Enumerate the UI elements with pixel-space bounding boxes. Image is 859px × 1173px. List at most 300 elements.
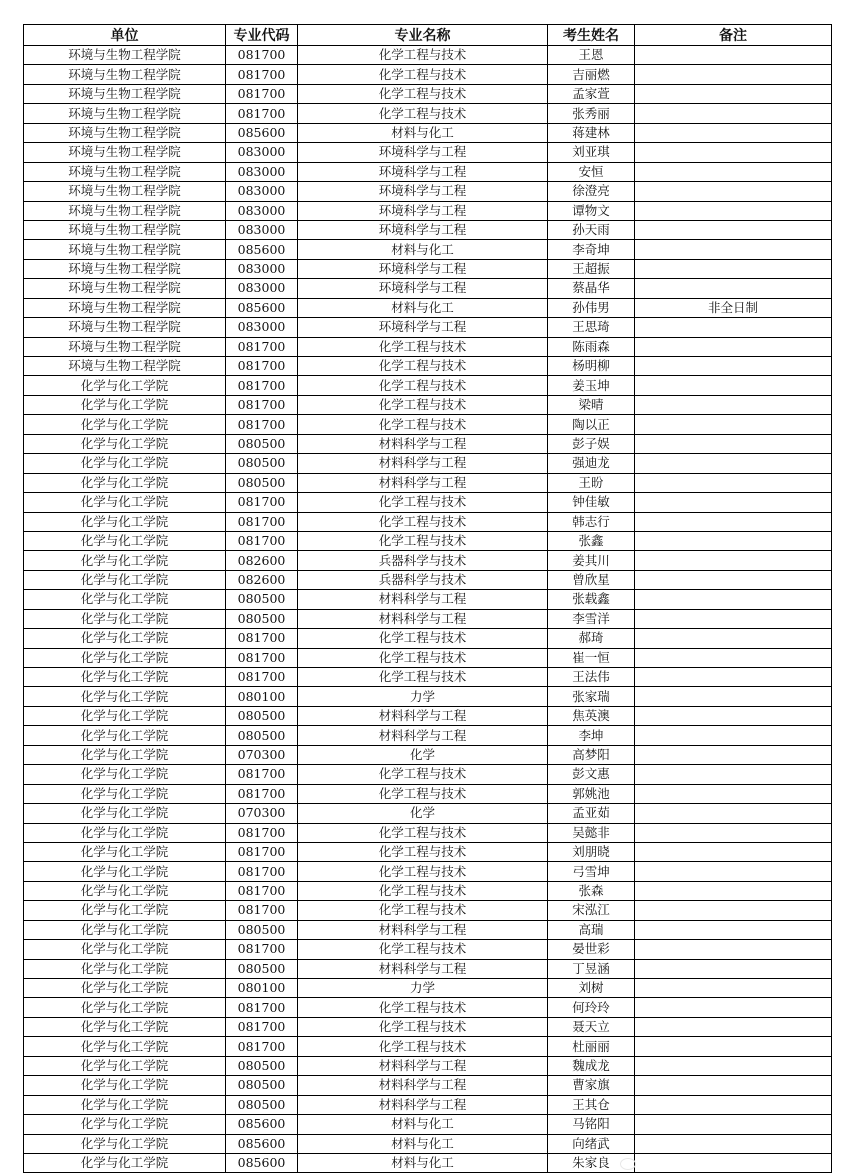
remarks-cell [635, 143, 832, 162]
remarks-cell [635, 609, 832, 628]
major-name-cell: 材料科学与工程 [298, 726, 548, 745]
table-row [24, 1095, 832, 1114]
remarks-cell [635, 629, 832, 648]
unit-cell: 化学与化工学院 [24, 629, 226, 648]
unit-cell: 化学与化工学院 [24, 784, 226, 803]
table-row [24, 668, 832, 687]
table-row [24, 765, 832, 784]
major-name-cell: 化学工程与技术 [298, 901, 548, 920]
student-name-cell: 高瑞 [548, 920, 635, 939]
major-name-cell: 化学工程与技术 [298, 512, 548, 531]
major-name-cell: 化学工程与技术 [298, 998, 548, 1017]
student-name-cell: 孟亚茹 [548, 804, 635, 823]
remarks-cell [635, 65, 832, 84]
table-row [24, 531, 832, 550]
admission-table [23, 24, 832, 1173]
col-header-remarks: 备注 [635, 25, 832, 46]
major-code-cell: 081700 [226, 648, 298, 667]
major-name-cell: 材料科学与工程 [298, 1076, 548, 1095]
table-row [24, 1153, 832, 1172]
table-row [24, 454, 832, 473]
major-code-cell: 081700 [226, 998, 298, 1017]
student-name-cell: 李奇坤 [548, 240, 635, 259]
student-name-cell: 孙天雨 [548, 220, 635, 239]
major-name-cell: 化学工程与技术 [298, 842, 548, 861]
major-name-cell: 材料科学与工程 [298, 959, 548, 978]
major-name-cell: 材料科学与工程 [298, 920, 548, 939]
remarks-cell [635, 395, 832, 414]
remarks-cell [635, 201, 832, 220]
unit-cell: 化学与化工学院 [24, 998, 226, 1017]
major-code-cell: 081700 [226, 65, 298, 84]
unit-cell: 化学与化工学院 [24, 862, 226, 881]
remarks-cell [635, 862, 832, 881]
remarks-cell [635, 706, 832, 725]
major-code-cell: 081700 [226, 668, 298, 687]
major-code-cell: 083000 [226, 220, 298, 239]
unit-cell: 环境与生物工程学院 [24, 65, 226, 84]
major-code-cell: 083000 [226, 162, 298, 181]
student-name-cell: 朱家良 [548, 1153, 635, 1172]
student-name-cell: 孟家萱 [548, 84, 635, 103]
major-code-cell: 085600 [226, 240, 298, 259]
major-name-cell: 化学工程与技术 [298, 357, 548, 376]
major-name-cell: 兵器科学与技术 [298, 551, 548, 570]
unit-cell: 化学与化工学院 [24, 745, 226, 764]
major-code-cell: 080500 [226, 959, 298, 978]
unit-cell: 化学与化工学院 [24, 1017, 226, 1036]
student-name-cell: 王超振 [548, 259, 635, 278]
student-name-cell: 焦英澳 [548, 706, 635, 725]
major-code-cell: 081700 [226, 629, 298, 648]
major-code-cell: 081700 [226, 1037, 298, 1056]
remarks-cell [635, 454, 832, 473]
major-name-cell: 化学工程与技术 [298, 46, 548, 65]
student-name-cell: 谭物文 [548, 201, 635, 220]
major-code-cell: 082600 [226, 570, 298, 589]
unit-cell: 环境与生物工程学院 [24, 84, 226, 103]
remarks-cell [635, 687, 832, 706]
student-name-cell: 王思琦 [548, 318, 635, 337]
major-code-cell: 081700 [226, 395, 298, 414]
student-name-cell: 杨明柳 [548, 357, 635, 376]
remarks-cell [635, 1115, 832, 1134]
major-name-cell: 环境科学与工程 [298, 259, 548, 278]
student-name-cell: 孙伟男 [548, 298, 635, 317]
student-name-cell: 曾欣星 [548, 570, 635, 589]
remarks-cell [635, 84, 832, 103]
major-name-cell: 材料科学与工程 [298, 1056, 548, 1075]
student-name-cell: 聂天立 [548, 1017, 635, 1036]
remarks-cell [635, 1153, 832, 1172]
remarks-cell [635, 648, 832, 667]
remarks-cell [635, 901, 832, 920]
student-name-cell: 王昐 [548, 473, 635, 492]
student-name-cell: 吴懿非 [548, 823, 635, 842]
unit-cell: 环境与生物工程学院 [24, 337, 226, 356]
major-code-cell: 085600 [226, 1134, 298, 1153]
major-code-cell: 080500 [226, 1056, 298, 1075]
student-name-cell: 张载鑫 [548, 590, 635, 609]
unit-cell: 化学与化工学院 [24, 706, 226, 725]
table-row [24, 551, 832, 570]
unit-cell: 环境与生物工程学院 [24, 240, 226, 259]
major-name-cell: 环境科学与工程 [298, 182, 548, 201]
table-row [24, 862, 832, 881]
table-row [24, 706, 832, 725]
major-code-cell: 083000 [226, 318, 298, 337]
unit-cell: 环境与生物工程学院 [24, 259, 226, 278]
table-row [24, 804, 832, 823]
unit-cell: 环境与生物工程学院 [24, 162, 226, 181]
col-header-unit: 单位 [24, 25, 226, 46]
major-code-cell: 080500 [226, 454, 298, 473]
unit-cell: 化学与化工学院 [24, 1134, 226, 1153]
unit-cell: 化学与化工学院 [24, 570, 226, 589]
major-code-cell: 080500 [226, 920, 298, 939]
major-code-cell: 080500 [226, 473, 298, 492]
unit-cell: 化学与化工学院 [24, 1153, 226, 1172]
major-code-cell: 081700 [226, 823, 298, 842]
unit-cell: 化学与化工学院 [24, 609, 226, 628]
remarks-cell [635, 940, 832, 959]
student-name-cell: 彭子娱 [548, 434, 635, 453]
remarks-cell [635, 357, 832, 376]
table-row [24, 959, 832, 978]
unit-cell: 化学与化工学院 [24, 1076, 226, 1095]
major-name-cell: 化学工程与技术 [298, 493, 548, 512]
unit-cell: 环境与生物工程学院 [24, 143, 226, 162]
unit-cell: 环境与生物工程学院 [24, 123, 226, 142]
col-header-major-code: 专业代码 [226, 25, 298, 46]
major-name-cell: 化学工程与技术 [298, 784, 548, 803]
table-row [24, 881, 832, 900]
student-name-cell: 彭文惠 [548, 765, 635, 784]
student-name-cell: 吉丽燃 [548, 65, 635, 84]
major-name-cell: 力学 [298, 979, 548, 998]
major-code-cell: 080500 [226, 609, 298, 628]
table-row [24, 1037, 832, 1056]
table-row [24, 143, 832, 162]
student-name-cell: 姜其川 [548, 551, 635, 570]
major-code-cell: 081700 [226, 46, 298, 65]
unit-cell: 化学与化工学院 [24, 493, 226, 512]
major-name-cell: 材料与化工 [298, 1153, 548, 1172]
table-row [24, 590, 832, 609]
table-row [24, 726, 832, 745]
major-name-cell: 兵器科学与技术 [298, 570, 548, 589]
student-name-cell: 向绪武 [548, 1134, 635, 1153]
unit-cell: 化学与化工学院 [24, 590, 226, 609]
table-row [24, 570, 832, 589]
major-name-cell: 化学工程与技术 [298, 531, 548, 550]
major-code-cell: 081700 [226, 493, 298, 512]
unit-cell: 环境与生物工程学院 [24, 220, 226, 239]
table-row [24, 279, 832, 298]
major-code-cell: 081700 [226, 337, 298, 356]
unit-cell: 化学与化工学院 [24, 512, 226, 531]
table-row [24, 648, 832, 667]
table-row [24, 162, 832, 181]
major-code-cell: 081700 [226, 862, 298, 881]
table-row [24, 337, 832, 356]
major-code-cell: 081700 [226, 531, 298, 550]
student-name-cell: 蔡晶华 [548, 279, 635, 298]
remarks-cell [635, 1134, 832, 1153]
major-code-cell: 080100 [226, 979, 298, 998]
header-row [24, 25, 832, 46]
student-name-cell: 王法伟 [548, 668, 635, 687]
major-code-cell: 083000 [226, 201, 298, 220]
unit-cell: 化学与化工学院 [24, 454, 226, 473]
major-code-cell: 080500 [226, 1076, 298, 1095]
major-name-cell: 材料与化工 [298, 1115, 548, 1134]
remarks-cell [635, 473, 832, 492]
major-code-cell: 085600 [226, 123, 298, 142]
remarks-cell [635, 531, 832, 550]
student-name-cell: 王其仓 [548, 1095, 635, 1114]
table-row [24, 318, 832, 337]
table-row [24, 1017, 832, 1036]
major-code-cell: 081700 [226, 1017, 298, 1036]
student-name-cell: 强迪龙 [548, 454, 635, 473]
unit-cell: 化学与化工学院 [24, 959, 226, 978]
unit-cell: 环境与生物工程学院 [24, 201, 226, 220]
unit-cell: 化学与化工学院 [24, 395, 226, 414]
table-row [24, 512, 832, 531]
table-row [24, 376, 832, 395]
table-row [24, 493, 832, 512]
table-row [24, 65, 832, 84]
remarks-cell [635, 46, 832, 65]
student-name-cell: 陈雨森 [548, 337, 635, 356]
student-name-cell: 刘树 [548, 979, 635, 998]
major-name-cell: 化学工程与技术 [298, 629, 548, 648]
table-row [24, 240, 832, 259]
table-row [24, 201, 832, 220]
student-name-cell: 刘朋晓 [548, 842, 635, 861]
major-name-cell: 环境科学与工程 [298, 162, 548, 181]
major-name-cell: 环境科学与工程 [298, 279, 548, 298]
remarks-cell [635, 784, 832, 803]
major-name-cell: 材料科学与工程 [298, 454, 548, 473]
unit-cell: 化学与化工学院 [24, 531, 226, 550]
watermark-circle-icon [620, 1158, 636, 1170]
major-name-cell: 化学 [298, 745, 548, 764]
unit-cell: 化学与化工学院 [24, 901, 226, 920]
unit-cell: 化学与化工学院 [24, 920, 226, 939]
major-name-cell: 化学工程与技术 [298, 668, 548, 687]
major-code-cell: 080500 [226, 726, 298, 745]
major-code-cell: 080500 [226, 1095, 298, 1114]
remarks-cell [635, 493, 832, 512]
major-code-cell: 081700 [226, 784, 298, 803]
remarks-cell [635, 842, 832, 861]
remarks-cell [635, 1037, 832, 1056]
table-row [24, 979, 832, 998]
student-name-cell: 钟佳敏 [548, 493, 635, 512]
unit-cell: 化学与化工学院 [24, 1095, 226, 1114]
remarks-cell [635, 590, 832, 609]
unit-cell: 环境与生物工程学院 [24, 182, 226, 201]
remarks-cell [635, 1076, 832, 1095]
unit-cell: 化学与化工学院 [24, 1037, 226, 1056]
major-code-cell: 081700 [226, 765, 298, 784]
major-name-cell: 材料与化工 [298, 298, 548, 317]
student-name-cell: 张秀丽 [548, 104, 635, 123]
table-row [24, 104, 832, 123]
remarks-cell [635, 881, 832, 900]
student-name-cell: 王恩 [548, 46, 635, 65]
major-name-cell: 材料科学与工程 [298, 609, 548, 628]
remarks-cell [635, 551, 832, 570]
major-name-cell: 力学 [298, 687, 548, 706]
unit-cell: 环境与生物工程学院 [24, 279, 226, 298]
major-code-cell: 081700 [226, 415, 298, 434]
table-row [24, 823, 832, 842]
table-row [24, 298, 832, 317]
student-name-cell: 马铭阳 [548, 1115, 635, 1134]
student-name-cell: 梁晴 [548, 395, 635, 414]
unit-cell: 化学与化工学院 [24, 842, 226, 861]
table-row [24, 123, 832, 142]
table-row [24, 998, 832, 1017]
major-name-cell: 材料与化工 [298, 123, 548, 142]
remarks-cell [635, 1095, 832, 1114]
remarks-cell [635, 920, 832, 939]
unit-cell: 化学与化工学院 [24, 1056, 226, 1075]
table-row [24, 1115, 832, 1134]
major-code-cell: 080500 [226, 590, 298, 609]
remarks-cell [635, 415, 832, 434]
major-name-cell: 化学工程与技术 [298, 84, 548, 103]
unit-cell: 化学与化工学院 [24, 687, 226, 706]
student-name-cell: 郭姚池 [548, 784, 635, 803]
unit-cell: 化学与化工学院 [24, 823, 226, 842]
table-row [24, 84, 832, 103]
remarks-cell [635, 726, 832, 745]
table-row [24, 629, 832, 648]
major-name-cell: 化学工程与技术 [298, 1037, 548, 1056]
remarks-cell: 非全日制 [635, 298, 832, 317]
unit-cell: 化学与化工学院 [24, 881, 226, 900]
major-code-cell: 081700 [226, 357, 298, 376]
major-name-cell: 环境科学与工程 [298, 220, 548, 239]
major-code-cell: 081700 [226, 84, 298, 103]
major-name-cell: 化学工程与技术 [298, 1017, 548, 1036]
student-name-cell: 晏世彩 [548, 940, 635, 959]
table-row [24, 415, 832, 434]
remarks-cell [635, 512, 832, 531]
col-header-major-name: 专业名称 [298, 25, 548, 46]
student-name-cell: 蒋建林 [548, 123, 635, 142]
major-name-cell: 材料科学与工程 [298, 434, 548, 453]
major-name-cell: 化学工程与技术 [298, 376, 548, 395]
table-row [24, 1076, 832, 1095]
table-row [24, 357, 832, 376]
remarks-cell [635, 745, 832, 764]
table-row [24, 395, 832, 414]
major-name-cell: 化学工程与技术 [298, 862, 548, 881]
student-name-cell: 崔一恒 [548, 648, 635, 667]
remarks-cell [635, 279, 832, 298]
major-name-cell: 环境科学与工程 [298, 318, 548, 337]
student-name-cell: 安恒 [548, 162, 635, 181]
major-name-cell: 材料科学与工程 [298, 706, 548, 725]
remarks-cell [635, 570, 832, 589]
remarks-cell [635, 376, 832, 395]
major-code-cell: 081700 [226, 881, 298, 900]
major-code-cell: 085600 [226, 298, 298, 317]
remarks-cell [635, 1017, 832, 1036]
major-name-cell: 材料科学与工程 [298, 1095, 548, 1114]
major-name-cell: 环境科学与工程 [298, 143, 548, 162]
table-row [24, 940, 832, 959]
major-code-cell: 083000 [226, 259, 298, 278]
major-name-cell: 材料科学与工程 [298, 590, 548, 609]
unit-cell: 化学与化工学院 [24, 551, 226, 570]
student-name-cell: 丁昱涵 [548, 959, 635, 978]
major-code-cell: 080100 [226, 687, 298, 706]
major-code-cell: 083000 [226, 279, 298, 298]
student-name-cell: 何玲玲 [548, 998, 635, 1017]
major-code-cell: 080500 [226, 706, 298, 725]
unit-cell: 环境与生物工程学院 [24, 318, 226, 337]
major-code-cell: 081700 [226, 940, 298, 959]
remarks-cell [635, 823, 832, 842]
unit-cell: 化学与化工学院 [24, 668, 226, 687]
student-name-cell: 魏成龙 [548, 1056, 635, 1075]
major-name-cell: 化学工程与技术 [298, 395, 548, 414]
major-name-cell: 化学工程与技术 [298, 881, 548, 900]
major-name-cell: 化学工程与技术 [298, 648, 548, 667]
major-name-cell: 材料与化工 [298, 240, 548, 259]
remarks-cell [635, 1056, 832, 1075]
major-name-cell: 化学工程与技术 [298, 337, 548, 356]
unit-cell: 化学与化工学院 [24, 726, 226, 745]
table-row [24, 609, 832, 628]
major-name-cell: 材料科学与工程 [298, 473, 548, 492]
unit-cell: 环境与生物工程学院 [24, 104, 226, 123]
student-name-cell: 徐澄亮 [548, 182, 635, 201]
remarks-cell [635, 804, 832, 823]
major-code-cell: 083000 [226, 143, 298, 162]
remarks-cell [635, 668, 832, 687]
major-code-cell: 081700 [226, 842, 298, 861]
student-name-cell: 宋泓江 [548, 901, 635, 920]
student-name-cell: 刘亚琪 [548, 143, 635, 162]
table-row [24, 434, 832, 453]
student-name-cell: 杜丽丽 [548, 1037, 635, 1056]
student-name-cell: 陶以正 [548, 415, 635, 434]
table-row [24, 220, 832, 239]
unit-cell: 化学与化工学院 [24, 434, 226, 453]
unit-cell: 环境与生物工程学院 [24, 46, 226, 65]
table-row [24, 842, 832, 861]
major-code-cell: 080500 [226, 434, 298, 453]
major-name-cell: 化学工程与技术 [298, 940, 548, 959]
student-name-cell: 曹家旗 [548, 1076, 635, 1095]
unit-cell: 化学与化工学院 [24, 1115, 226, 1134]
table-row [24, 259, 832, 278]
major-code-cell: 085600 [226, 1153, 298, 1172]
student-name-cell: 姜玉坤 [548, 376, 635, 395]
major-code-cell: 070300 [226, 804, 298, 823]
major-name-cell: 化学工程与技术 [298, 415, 548, 434]
major-code-cell: 083000 [226, 182, 298, 201]
unit-cell: 化学与化工学院 [24, 765, 226, 784]
unit-cell: 化学与化工学院 [24, 804, 226, 823]
